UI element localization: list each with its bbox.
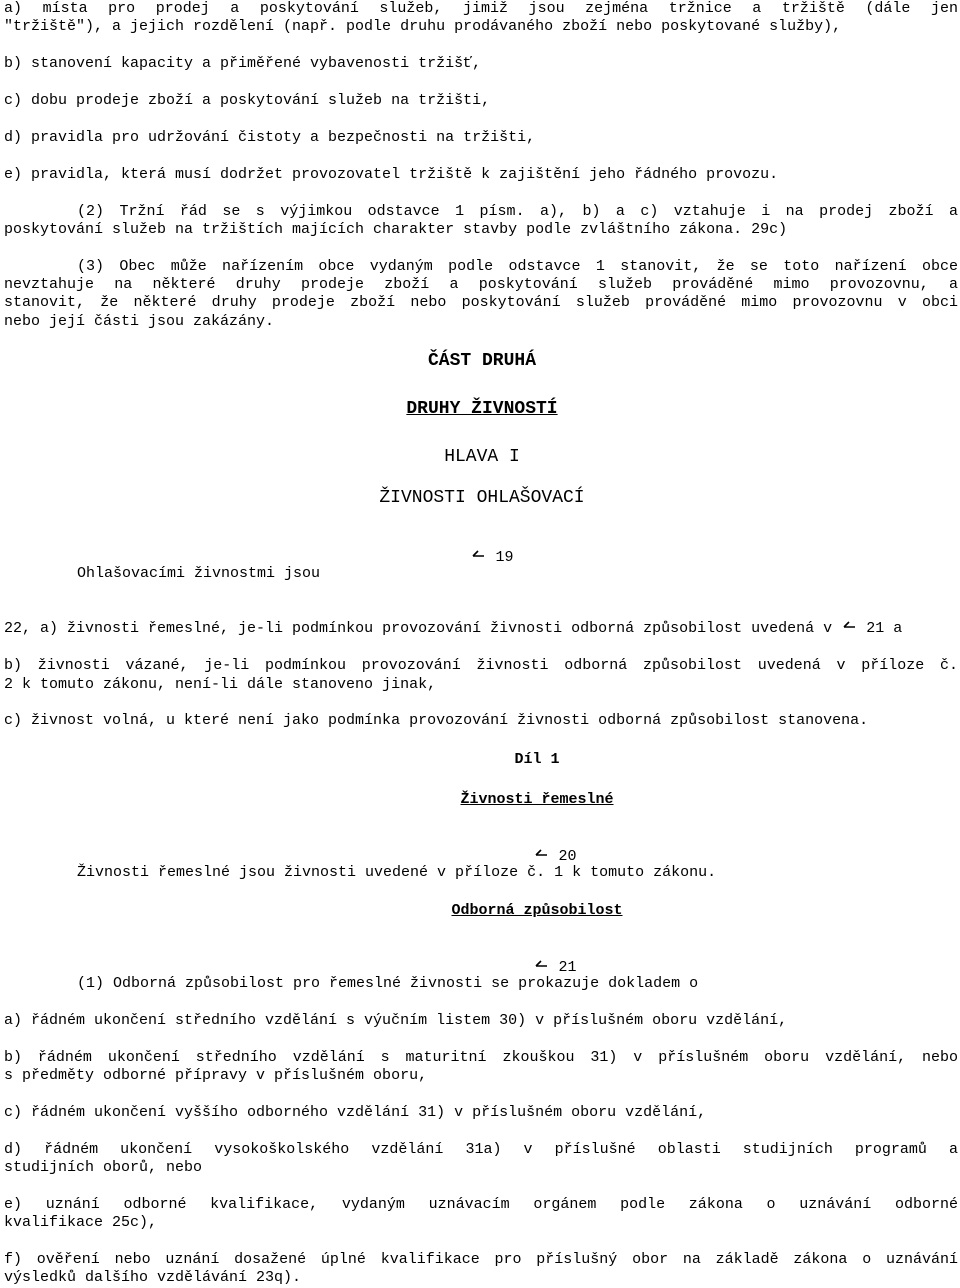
- text-span: a) živnosti řemeslné, je-li podmínkou provozování živnosti odborná způsobilost uvedená v: [40, 620, 833, 637]
- head-subtitle: ŽIVNOSTI OHLAŠOVACÍ: [379, 488, 585, 508]
- text-line: výsledků dalšího vzdělávání 23q).: [4, 1269, 302, 1286]
- text-line: "tržiště"), a jejich rozdělení (např. podle druhu prodávaného zboží nebo poskytované služby),: [4, 18, 842, 35]
- text-line: c) živnost volná, u které není jako podmínka provozování živnosti odborná způsobilost stanovena.: [4, 712, 869, 729]
- section-number: 21: [558, 959, 577, 976]
- section-ref: 21 a: [866, 620, 903, 637]
- text-line: nevztahuje na některé druhy prodeje zboží a poskytování služeb prováděné mimo provozovnu, a: [4, 276, 958, 293]
- division-title: Díl 1: [514, 751, 560, 768]
- text-line: s předměty odborné přípravy v příslušném oboru,: [4, 1067, 428, 1084]
- text-line: poskytování služeb na tržištích majících charakter stavby podle zvláštního zákona. 29c): [4, 221, 788, 238]
- part-subtitle: DRUHY ŽIVNOSTÍ: [406, 399, 558, 419]
- text-line: f) ověření nebo uznání dosažené úplné kvalifikace pro příslušný obor na základě zákona o uznávání: [4, 1251, 958, 1268]
- text-line: a) místa pro prodej a poskytování služeb, jimiž jsou zejména tržnice a tržiště (dále jen: [4, 0, 958, 17]
- text-line: stanovit, že některé druhy prodeje zboží nebo poskytování služeb prováděné mimo provozovnu v obci: [4, 294, 958, 311]
- text-line: e) uznání odborné kvalifikace, vydaným uznávacím orgánem podle zákona o uznávání odborné: [4, 1196, 958, 1213]
- section-number: 19: [495, 549, 514, 566]
- text-line: c) řádném ukončení vyššího odborného vzdělání 31) v příslušném oboru vzdělání,: [4, 1104, 707, 1121]
- text-line: kvalifikace 25c),: [4, 1214, 158, 1231]
- text-line: (2) Tržní řád se s výjimkou odstavce 1 písm. a), b) a c) vztahuje i na prodej zboží a: [77, 203, 958, 220]
- text-line: nebo její části jsou zakázány.: [4, 313, 275, 330]
- text-line: b) řádném ukončení středního vzdělání s maturitní zkouškou 31) v příslušném oboru vzdělání, nebo: [4, 1049, 958, 1066]
- subsection-title: Odborná způsobilost: [451, 902, 623, 919]
- text-line: 2 k tomuto zákonu, není-li dále stanoveno jinak,: [4, 676, 437, 693]
- text-line: (1) Odborná způsobilost pro řemeslné živnosti se prokazuje dokladem o: [77, 975, 699, 992]
- division-subtitle: Živnosti řemeslné: [460, 791, 614, 808]
- text-line: Ohlašovacími živnostmi jsou: [77, 565, 321, 582]
- text-line: (3) Obec může nařízením obce vydaným podle odstavce 1 stanovit, že se toto nařízení obce: [77, 258, 958, 275]
- text-line: c) dobu prodeje zboží a poskytování služeb na tržišti,: [4, 92, 491, 109]
- text-line: studijních oborů, nebo: [4, 1159, 203, 1176]
- text-line: e) pravidla, která musí dodržet provozovatel tržiště k zajištění jeho řádného provozu.: [4, 166, 779, 183]
- text-line: a) řádném ukončení středního vzdělání s výučním listem 30) v příslušném oboru vzdělání,: [4, 1012, 788, 1029]
- text-line: [4, 602, 902, 656]
- head-title: HLAVA I: [444, 447, 520, 467]
- part-title: ČÁST DRUHÁ: [427, 351, 537, 371]
- text-line: b) živnosti vázané, je-li podmínkou provozování živnosti odborná způsobilost uvedená v příloze č.: [4, 657, 958, 674]
- text-line: Živnosti řemeslné jsou živnosti uvedené v příloze č. 1 k tomuto zákonu.: [77, 864, 717, 881]
- text-line: 22,: [4, 620, 32, 637]
- section-number: 20: [558, 848, 577, 865]
- text-line: d) řádném ukončení vysokoškolského vzdělání 31a) v příslušné oblasti studijních programů a: [4, 1141, 958, 1158]
- text-line: d) pravidla pro udržování čistoty a bezpečnosti na tržišti,: [4, 129, 536, 146]
- text-line: b) stanovení kapacity a přiměřené vybavenosti tržišť,: [4, 55, 482, 72]
